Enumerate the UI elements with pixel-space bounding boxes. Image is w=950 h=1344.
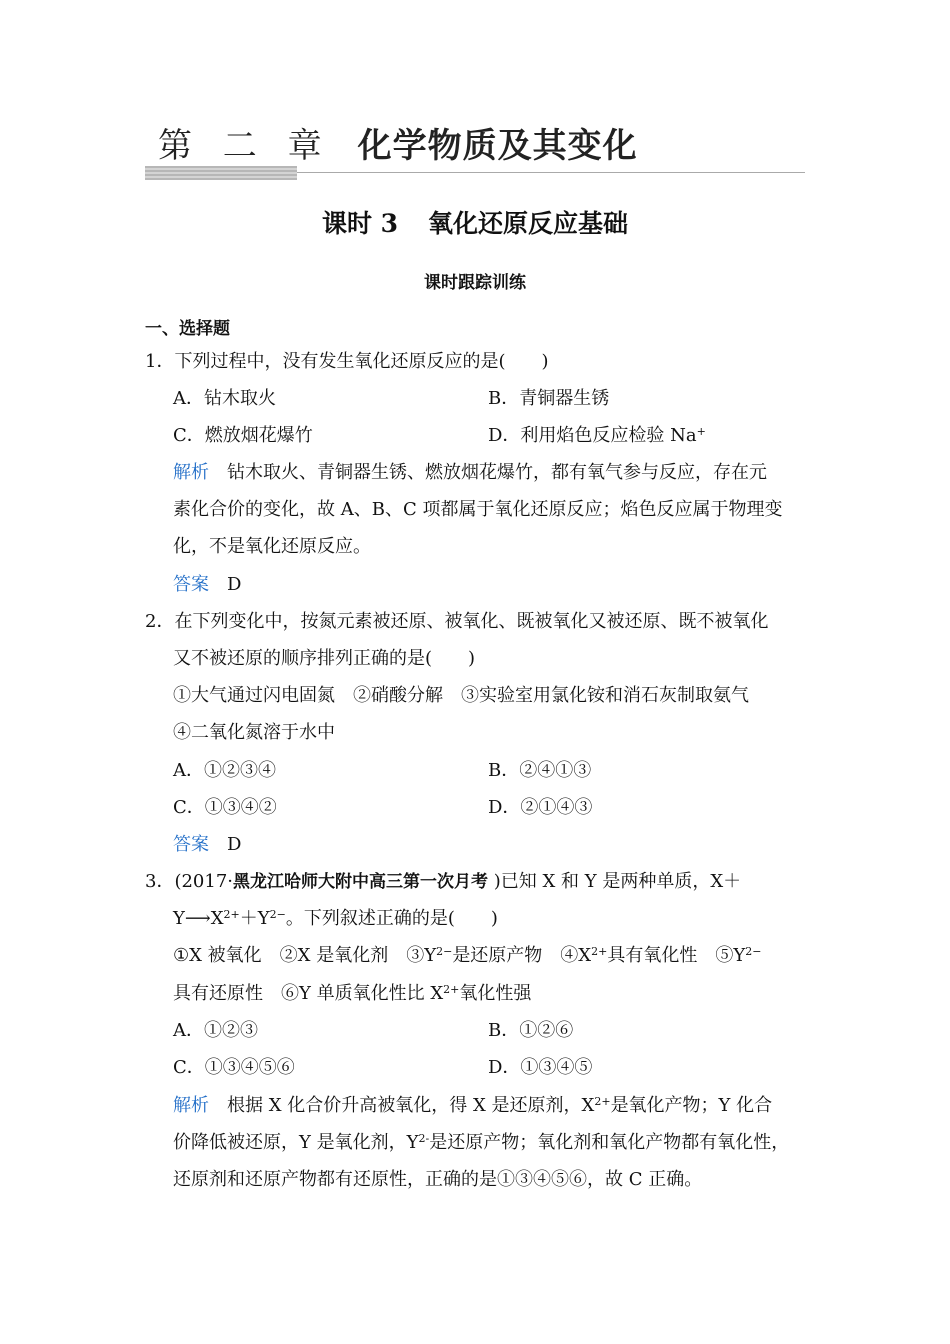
q3-option-b: B．①②⑥ (488, 1020, 574, 1041)
q2-stem-line-1: 2．在下列变化中，按氮元素被还原、被氧化、既被氧化又被还原、既不被氧化 (145, 611, 769, 632)
q1-option-b: B．青铜器生锈 (488, 388, 610, 409)
lesson-title: 氧化还原反应基础 (428, 209, 629, 238)
q2-option-c: C．①③④② (173, 797, 277, 818)
answer-label: 答案 (173, 834, 209, 855)
q3-items-line-1: ①X 被氧化 ②X 是氧化剂 $③Y^{2-}$是还原产物 $④X^{2+}$具有氧化性 $⑤Y^{2-}$ (173, 945, 762, 966)
q2-items-line-2: ④二氧化氮溶于水中 (173, 722, 335, 743)
chapter-heading (158, 118, 638, 167)
q3-analysis-line-2: 价降低被还原，Y 是氧化剂，$Y^{2-}$是还原产物；氧化剂和氧化产物都有氧化性， (173, 1132, 790, 1153)
chapter-title: 化学物质及其变化 (357, 126, 638, 166)
q1-answer: 答案 D (173, 574, 242, 595)
q3-stem-line-1: 3．(2017·黑龙江哈师大附中高三第一次月考 )已知 X 和 Y 是两种单质，X＋ (145, 871, 742, 892)
q1-analysis-line-3: 化，不是氧化还原反应。 (173, 536, 371, 557)
q1-option-c: C．燃放烟花爆竹 (173, 425, 313, 446)
q3-stem-line-2: $Y⟶X^{2+}+Y^{2-}$。下列叙述正确的是( ) (173, 908, 498, 929)
q2-option-d: D．②①④③ (488, 797, 593, 818)
analysis-label: 解析 (173, 1095, 209, 1116)
q3-items-line-2: 具有还原性 ⑥Y 单质氧化性比 $X^{2+}$氧化性强 (173, 983, 532, 1004)
chapter-underline-bar (145, 166, 297, 180)
q3-source: 黑龙江哈师大附中高三第一次月考 (233, 872, 489, 892)
q2-option-a: A．①②③④ (173, 760, 276, 781)
q2-answer: 答案 D (173, 834, 242, 855)
q3-analysis-line-1: 解析 根据 X 化合价升高被氧化，得 X 是还原剂，$X^{2+}$是氧化产物；Y 化合 (173, 1095, 773, 1116)
chapter-rule (297, 172, 805, 173)
q3-option-d: D．①③④⑤ (488, 1057, 593, 1078)
q1-option-d: D．利用焰色反应检验 Na+ (488, 425, 706, 446)
q3-option-a: A．①②③ (173, 1020, 258, 1041)
page-subtitle: 课时跟踪训练 (424, 273, 526, 293)
q1-analysis-line-1: 解析 钻木取火、青铜器生锈、燃放烟花爆竹，都有氧气参与反应，存在元 (173, 462, 767, 483)
q2-items-line-1: ①大气通过闪电固氮 ②硝酸分解 ③实验室用氯化铵和消石灰制取氨气 (173, 685, 749, 706)
q2-option-b: B．②④①③ (488, 760, 592, 781)
answer-label: 答案 (173, 574, 209, 595)
analysis-label: 解析 (173, 462, 209, 483)
q3-analysis-line-3: 还原剂和还原产物都有还原性，正确的是①③④⑤⑥，故 C 正确。 (173, 1169, 703, 1190)
q1-option-a: A．钻木取火 (173, 388, 276, 409)
lesson-label: 课时 3 (321, 209, 399, 238)
lesson-title-row (0, 204, 950, 240)
chapter-number: 第 二 章 (158, 126, 332, 166)
section-heading: 一、选择题 (145, 319, 230, 339)
q1-stem: 1．下列过程中，没有发生氧化还原反应的是( ) (145, 351, 549, 372)
q1-analysis-line-2: 素化合价的变化，故 A、B、C 项都属于氧化还原反应；焰色反应属于物理变 (173, 499, 783, 520)
q3-option-c: C．①③④⑤⑥ (173, 1057, 295, 1078)
q2-stem-line-2: 又不被还原的顺序排列正确的是( ) (173, 648, 476, 669)
